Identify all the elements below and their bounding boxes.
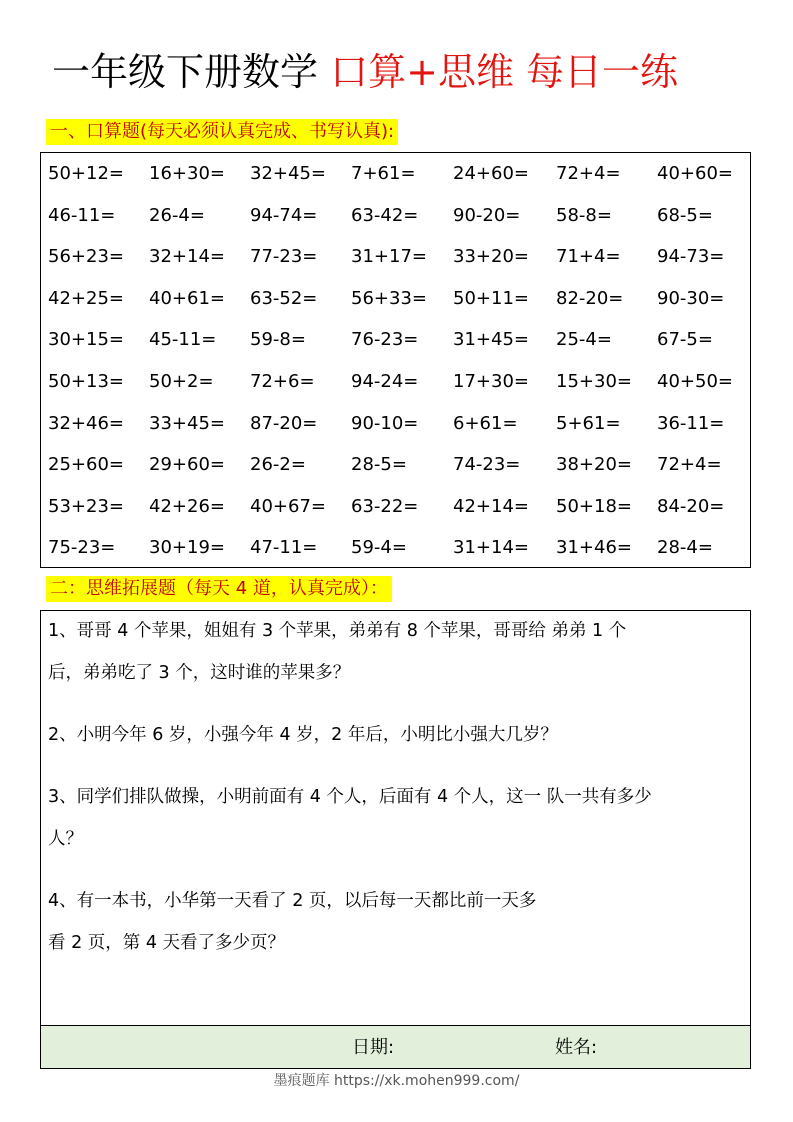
calc-item: 87-20= [250,412,318,434]
problem-line: 看 2 页，第 4 天看了多少页？ [48,933,286,953]
calc-item: 30+15= [48,329,124,351]
calc-item: 32+46= [48,412,124,434]
watermark: 墨痕题库 https://xk.mohen999.com/ [273,1073,520,1089]
calc-item: 29+60= [149,454,225,476]
calc-item: 68-5= [657,204,713,226]
calc-item: 46-11= [48,204,116,226]
calc-item: 31+45= [453,329,529,351]
calc-item: 42+25= [48,287,124,309]
calc-item: 28-5= [351,454,407,476]
calc-item: 94-73= [657,246,725,268]
calc-item: 26-2= [250,454,306,476]
calc-item: 45-11= [149,329,217,351]
calc-item: 74-23= [453,454,521,476]
problem-line: 后，弟弟吃了 3 个，这时谁的苹果多？ [48,663,351,683]
calc-item: 75-23= [48,537,116,559]
calc-item: 94-24= [351,371,419,392]
calc-item: 40+50= [657,371,733,392]
calc-item: 72+4= [556,163,621,184]
date-label: 日期: [352,1037,395,1058]
page-title [52,44,678,100]
calc-item: 58-8= [556,204,612,226]
calc-item: 90-20= [453,204,521,226]
calc-item: 5+61= [556,412,621,434]
calc-item: 40+61= [149,287,225,309]
calc-item: 36-11= [657,412,725,434]
calc-item: 50+11= [453,287,529,309]
calc-item: 38+20= [556,454,632,476]
calc-item: 71+4= [556,246,621,268]
calc-item: 50+13= [48,371,124,392]
calc-item: 33+20= [453,246,529,268]
section1-heading: 一、口算题(每天必须认真完成、书写认真): [46,119,398,145]
calc-item: 42+14= [453,495,529,517]
calc-item: 24+60= [453,163,529,184]
mental-math-grid [40,152,751,568]
name-label: 姓名: [555,1037,598,1058]
calc-item: 31+17= [351,246,427,268]
calc-item: 90-10= [351,412,419,434]
calc-item: 40+60= [657,163,733,184]
calc-item: 56+23= [48,246,124,268]
calc-item: 16+30= [149,163,225,184]
calc-item: 63-22= [351,495,419,517]
calc-item: 53+23= [48,495,124,517]
calc-item: 94-74= [250,204,318,226]
calc-item: 76-23= [351,329,419,351]
problem-line: 人？ [48,829,83,849]
problem-line: 3、同学们排队做操，小明前面有 4 个人，后面有 4 个人，这一 队一共有多少 [48,787,652,807]
calc-item: 25+60= [48,454,124,476]
calc-item: 47-11= [250,537,318,559]
calc-item: 90-30= [657,287,725,309]
calc-item: 6+61= [453,412,518,434]
problem-line: 4、有一本书，小华第一天看了 2 页，以后每一天都比前一天多 [48,891,537,911]
calc-item: 28-4= [657,537,713,559]
calc-item: 32+14= [149,246,225,268]
calc-item: 25-4= [556,329,612,351]
calc-item: 33+45= [149,412,225,434]
calc-item: 40+67= [250,495,326,517]
calc-item: 77-23= [250,246,318,268]
problem-line: 2、小明今年 6 岁，小强今年 4 岁，2 年后，小明比小强大几岁？ [48,725,558,745]
calc-item: 56+33= [351,287,427,309]
calc-item: 50+12= [48,163,124,184]
title-grade: 一年级下册数学 [52,50,319,94]
calc-item: 50+18= [556,495,632,517]
calc-item: 63-42= [351,204,419,226]
calc-item: 72+4= [657,454,722,476]
calc-item: 84-20= [657,495,725,517]
calc-item: 15+30= [556,371,632,392]
calc-item: 82-20= [556,287,624,309]
calc-item: 30+19= [149,537,225,559]
calc-item: 17+30= [453,371,529,392]
calc-item: 7+61= [351,163,416,184]
calc-item: 59-4= [351,537,407,559]
calc-item: 72+6= [250,371,315,392]
problem-line: 1、哥哥 4 个苹果，姐姐有 3 个苹果，弟弟有 8 个苹果，哥哥给 弟弟 1 个 [48,621,627,641]
calc-item: 63-52= [250,287,318,309]
calc-item: 42+26= [149,495,225,517]
calc-item: 31+46= [556,537,632,559]
calc-item: 32+45= [250,163,326,184]
calc-item: 31+14= [453,537,529,559]
calc-item: 59-8= [250,329,306,351]
calc-item: 67-5= [657,329,713,351]
title-subject: 口算+思维 每日一练 [330,50,679,94]
footer-bar [40,1025,751,1069]
calc-item: 50+2= [149,371,214,392]
word-problem-box [40,610,751,1026]
calc-item: 26-4= [149,204,205,226]
section2-heading: 二：思维拓展题（每天 4 道，认真完成）： [46,576,392,602]
